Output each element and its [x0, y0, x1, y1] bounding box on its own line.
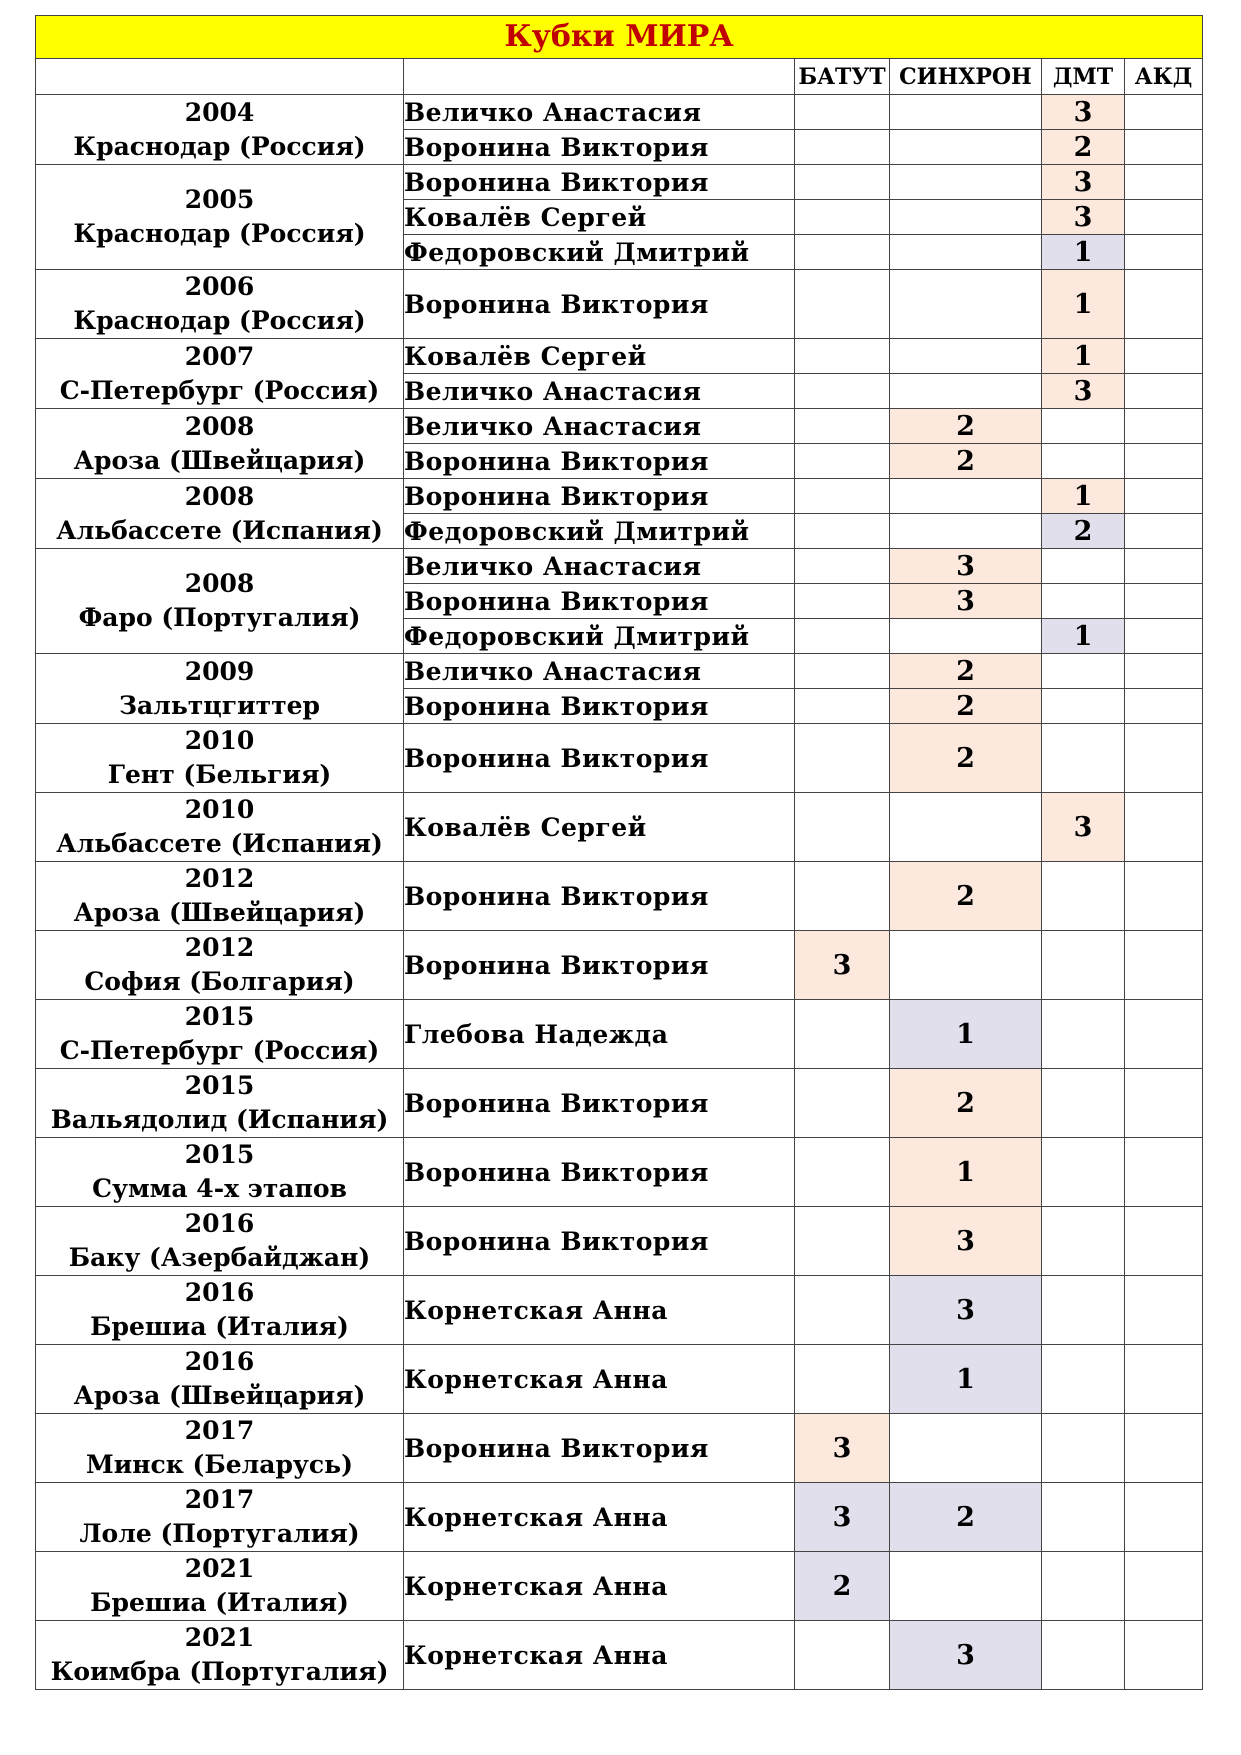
table-row: [36, 1414, 1203, 1483]
event-year: 2010: [184, 726, 255, 755]
dmt-place-cell: [1042, 1069, 1125, 1138]
dmt-place-cell: [1042, 1345, 1125, 1414]
akd-place-cell: [1125, 724, 1203, 793]
akd-place-cell: [1125, 1621, 1203, 1690]
sinkhron-place-cell: 3: [890, 1207, 1042, 1276]
athlete-name: Ковалёв Сергей: [404, 339, 795, 374]
batut-place-cell: [795, 1069, 890, 1138]
batut-place-cell: 3: [795, 1483, 890, 1552]
dmt-place-cell: 1: [1042, 619, 1125, 654]
akd-place-cell: [1125, 235, 1203, 270]
dmt-place-cell: 2: [1042, 130, 1125, 165]
event-place: Ароза (Швейцария): [73, 1381, 366, 1410]
dmt-place-cell: [1042, 1000, 1125, 1069]
event-cell: [36, 793, 404, 862]
athlete-name: Воронина Виктория: [404, 270, 795, 339]
batut-place-cell: [795, 200, 890, 235]
akd-place-cell: [1125, 689, 1203, 724]
batut-place-cell: [795, 724, 890, 793]
table-title: Кубки МИРА: [36, 16, 1203, 59]
sinkhron-place-cell: 3: [890, 1276, 1042, 1345]
athlete-name: Глебова Надежда: [404, 1000, 795, 1069]
dmt-place-cell: [1042, 1207, 1125, 1276]
event-year: 2008: [184, 569, 255, 598]
event-cell: [36, 654, 404, 724]
event-cell: [36, 1483, 404, 1552]
sinkhron-place-cell: [890, 165, 1042, 200]
event-year: 2021: [184, 1623, 255, 1652]
event-place: Краснодар (Россия): [73, 131, 366, 161]
athlete-name: Воронина Виктория: [404, 689, 795, 724]
event-place: Зальтцгиттер: [118, 690, 320, 720]
athlete-name: Величко Анастасия: [404, 654, 795, 689]
event-year: 2005: [184, 185, 255, 214]
athlete-name: Воронина Виктория: [404, 1138, 795, 1207]
batut-place-cell: [795, 549, 890, 584]
dmt-place-cell: 3: [1042, 200, 1125, 235]
dmt-place-cell: 1: [1042, 339, 1125, 374]
sinkhron-place-cell: [890, 339, 1042, 374]
dmt-place-cell: 3: [1042, 165, 1125, 200]
batut-place-cell: 3: [795, 1414, 890, 1483]
akd-place-cell: [1125, 1138, 1203, 1207]
table-row: [36, 479, 1203, 514]
akd-place-cell: [1125, 514, 1203, 549]
akd-place-cell: [1125, 479, 1203, 514]
header-athlete: [404, 59, 795, 95]
dmt-place-cell: [1042, 689, 1125, 724]
batut-place-cell: [795, 1621, 890, 1690]
dmt-place-cell: 3: [1042, 95, 1125, 130]
dmt-place-cell: 2: [1042, 514, 1125, 549]
sinkhron-place-cell: 2: [890, 1069, 1042, 1138]
sinkhron-place-cell: [890, 793, 1042, 862]
dmt-place-cell: [1042, 444, 1125, 479]
table-row: [36, 409, 1203, 444]
dmt-place-cell: 1: [1042, 235, 1125, 270]
akd-place-cell: [1125, 1000, 1203, 1069]
akd-place-cell: [1125, 374, 1203, 409]
akd-place-cell: [1125, 584, 1203, 619]
table-row: [36, 862, 1203, 931]
sinkhron-place-cell: [890, 514, 1042, 549]
dmt-place-cell: 1: [1042, 479, 1125, 514]
event-year: 2007: [184, 341, 255, 371]
event-cell: [36, 1000, 404, 1069]
event-place: София (Болгария): [84, 967, 355, 996]
sinkhron-place-cell: [890, 931, 1042, 1000]
header-batut: БАТУТ: [795, 59, 890, 95]
table-row: [36, 95, 1203, 130]
event-place: Гент (Бельгия): [107, 760, 332, 789]
batut-place-cell: [795, 1276, 890, 1345]
event-place: Ароза (Швейцария): [73, 445, 366, 475]
event-year: 2010: [184, 795, 255, 824]
event-cell: [36, 409, 404, 479]
event-place: Ароза (Швейцария): [73, 898, 366, 927]
batut-place-cell: [795, 584, 890, 619]
batut-place-cell: [795, 1207, 890, 1276]
batut-place-cell: [795, 270, 890, 339]
batut-place-cell: [795, 689, 890, 724]
event-cell: [36, 724, 404, 793]
header-akd: АКД: [1125, 59, 1203, 95]
table-row: [36, 165, 1203, 200]
table-row: [36, 931, 1203, 1000]
event-place: С-Петербург (Россия): [59, 375, 380, 405]
sinkhron-place-cell: 3: [890, 584, 1042, 619]
athlete-name: Воронина Виктория: [404, 479, 795, 514]
sinkhron-place-cell: 2: [890, 689, 1042, 724]
sinkhron-place-cell: 2: [890, 724, 1042, 793]
batut-place-cell: [795, 862, 890, 931]
event-cell: [36, 479, 404, 549]
athlete-name: Воронина Виктория: [404, 1069, 795, 1138]
batut-place-cell: [795, 444, 890, 479]
table-row: [36, 1069, 1203, 1138]
athlete-name: Федоровский Дмитрий: [404, 235, 795, 270]
dmt-place-cell: [1042, 724, 1125, 793]
column-header-row: [36, 59, 1203, 95]
batut-place-cell: [795, 235, 890, 270]
table-row: [36, 724, 1203, 793]
akd-place-cell: [1125, 339, 1203, 374]
event-cell: [36, 1069, 404, 1138]
batut-place-cell: [795, 619, 890, 654]
batut-place-cell: [795, 514, 890, 549]
sinkhron-place-cell: 1: [890, 1138, 1042, 1207]
event-place: Лоле (Португалия): [79, 1519, 360, 1548]
event-year: 2015: [184, 1140, 255, 1169]
athlete-name: Федоровский Дмитрий: [404, 619, 795, 654]
event-place: Коимбра (Португалия): [50, 1657, 389, 1686]
athlete-name: Корнетская Анна: [404, 1483, 795, 1552]
event-place: Брешиа (Италия): [90, 1312, 349, 1341]
batut-place-cell: [795, 479, 890, 514]
table-row: [36, 1345, 1203, 1414]
event-place: Брешиа (Италия): [90, 1588, 349, 1617]
akd-place-cell: [1125, 270, 1203, 339]
athlete-name: Величко Анастасия: [404, 409, 795, 444]
dmt-place-cell: [1042, 931, 1125, 1000]
event-cell: [36, 165, 404, 270]
sinkhron-place-cell: 2: [890, 444, 1042, 479]
akd-place-cell: [1125, 549, 1203, 584]
akd-place-cell: [1125, 1483, 1203, 1552]
dmt-place-cell: [1042, 409, 1125, 444]
event-place: Сумма 4-х этапов: [92, 1174, 347, 1203]
event-cell: [36, 95, 404, 165]
event-place: Фаро (Португалия): [78, 603, 361, 632]
athlete-name: Воронина Виктория: [404, 931, 795, 1000]
sinkhron-place-cell: [890, 95, 1042, 130]
batut-place-cell: [795, 165, 890, 200]
event-cell: [36, 339, 404, 409]
akd-place-cell: [1125, 862, 1203, 931]
dmt-place-cell: 1: [1042, 270, 1125, 339]
event-year: 2016: [184, 1278, 255, 1307]
event-place: Краснодар (Россия): [73, 219, 366, 248]
event-year: 2008: [184, 411, 255, 441]
dmt-place-cell: 3: [1042, 374, 1125, 409]
event-year: 2015: [184, 1002, 255, 1031]
athlete-name: Величко Анастасия: [404, 95, 795, 130]
event-year: 2016: [184, 1347, 255, 1376]
event-year: 2016: [184, 1209, 255, 1238]
athlete-name: Корнетская Анна: [404, 1345, 795, 1414]
akd-place-cell: [1125, 200, 1203, 235]
akd-place-cell: [1125, 793, 1203, 862]
dmt-place-cell: [1042, 1276, 1125, 1345]
dmt-place-cell: [1042, 1621, 1125, 1690]
event-cell: [36, 1207, 404, 1276]
table-row: [36, 1483, 1203, 1552]
sinkhron-place-cell: [890, 1414, 1042, 1483]
event-place: Альбассете (Испания): [56, 829, 383, 858]
athlete-name: Воронина Виктория: [404, 862, 795, 931]
athlete-name: Воронина Виктория: [404, 1207, 795, 1276]
table-row: [36, 1138, 1203, 1207]
sinkhron-place-cell: 2: [890, 654, 1042, 689]
athlete-name: Корнетская Анна: [404, 1276, 795, 1345]
batut-place-cell: [795, 793, 890, 862]
athlete-name: Корнетская Анна: [404, 1552, 795, 1621]
batut-place-cell: [795, 1000, 890, 1069]
athlete-name: Федоровский Дмитрий: [404, 514, 795, 549]
table-row: [36, 654, 1203, 689]
header-sinkhron: СИНХРОН: [890, 59, 1042, 95]
event-year: 2012: [184, 864, 255, 893]
batut-place-cell: [795, 130, 890, 165]
event-place: Альбассете (Испания): [56, 515, 383, 545]
sinkhron-place-cell: 2: [890, 862, 1042, 931]
event-year: 2021: [184, 1554, 255, 1583]
akd-place-cell: [1125, 1552, 1203, 1621]
akd-place-cell: [1125, 444, 1203, 479]
event-year: 2009: [184, 656, 255, 686]
table-row: [36, 1621, 1203, 1690]
batut-place-cell: [795, 1138, 890, 1207]
batut-place-cell: [795, 339, 890, 374]
table-row: [36, 1207, 1203, 1276]
event-cell: [36, 1414, 404, 1483]
table-row: [36, 339, 1203, 374]
batut-place-cell: [795, 409, 890, 444]
event-cell: [36, 270, 404, 339]
batut-place-cell: [795, 95, 890, 130]
sinkhron-place-cell: [890, 130, 1042, 165]
sinkhron-place-cell: [890, 619, 1042, 654]
dmt-place-cell: [1042, 1483, 1125, 1552]
sinkhron-place-cell: 1: [890, 1345, 1042, 1414]
akd-place-cell: [1125, 1207, 1203, 1276]
table-row: [36, 1552, 1203, 1621]
sinkhron-place-cell: [890, 1552, 1042, 1621]
event-cell: [36, 1276, 404, 1345]
athlete-name: Величко Анастасия: [404, 549, 795, 584]
akd-place-cell: [1125, 654, 1203, 689]
batut-place-cell: [795, 654, 890, 689]
akd-place-cell: [1125, 1345, 1203, 1414]
batut-place-cell: [795, 1345, 890, 1414]
sinkhron-place-cell: 2: [890, 1483, 1042, 1552]
event-cell: [36, 862, 404, 931]
event-cell: [36, 1552, 404, 1621]
sinkhron-place-cell: 3: [890, 549, 1042, 584]
event-cell: [36, 549, 404, 654]
athlete-name: Корнетская Анна: [404, 1621, 795, 1690]
akd-place-cell: [1125, 165, 1203, 200]
dmt-place-cell: [1042, 1138, 1125, 1207]
akd-place-cell: [1125, 619, 1203, 654]
athlete-name: Воронина Виктория: [404, 444, 795, 479]
event-place: Баку (Азербайджан): [68, 1243, 371, 1272]
sinkhron-place-cell: [890, 479, 1042, 514]
batut-place-cell: [795, 374, 890, 409]
akd-place-cell: [1125, 1069, 1203, 1138]
batut-place-cell: 2: [795, 1552, 890, 1621]
dmt-place-cell: [1042, 1414, 1125, 1483]
athlete-name: Воронина Виктория: [404, 130, 795, 165]
table-row: [36, 1000, 1203, 1069]
event-year: 2012: [184, 933, 255, 962]
event-year: 2004: [184, 97, 255, 127]
table-row: [36, 793, 1203, 862]
event-place: Минск (Беларусь): [86, 1450, 353, 1479]
table-row: [36, 270, 1203, 339]
dmt-place-cell: [1042, 549, 1125, 584]
header-event: [36, 59, 404, 95]
dmt-place-cell: [1042, 862, 1125, 931]
athlete-name: Воронина Виктория: [404, 1414, 795, 1483]
athlete-name: Ковалёв Сергей: [404, 200, 795, 235]
akd-place-cell: [1125, 95, 1203, 130]
akd-place-cell: [1125, 1414, 1203, 1483]
sinkhron-place-cell: 2: [890, 409, 1042, 444]
event-year: 2006: [184, 272, 255, 301]
header-dmt: ДМТ: [1042, 59, 1125, 95]
athlete-name: Воронина Виктория: [404, 584, 795, 619]
akd-place-cell: [1125, 130, 1203, 165]
athlete-name: Воронина Виктория: [404, 724, 795, 793]
event-year: 2017: [184, 1485, 255, 1514]
table-row: [36, 1276, 1203, 1345]
athlete-name: Величко Анастасия: [404, 374, 795, 409]
athlete-name: Ковалёв Сергей: [404, 793, 795, 862]
event-cell: [36, 1621, 404, 1690]
akd-place-cell: [1125, 1276, 1203, 1345]
event-year: 2008: [184, 481, 255, 511]
event-cell: [36, 931, 404, 1000]
results-table: [35, 15, 1203, 1690]
dmt-place-cell: [1042, 1552, 1125, 1621]
dmt-place-cell: 3: [1042, 793, 1125, 862]
event-year: 2015: [184, 1071, 255, 1100]
event-place: Вальядолид (Испания): [50, 1105, 389, 1134]
sinkhron-place-cell: [890, 374, 1042, 409]
event-year: 2017: [184, 1416, 255, 1445]
event-cell: [36, 1345, 404, 1414]
sinkhron-place-cell: 3: [890, 1621, 1042, 1690]
dmt-place-cell: [1042, 654, 1125, 689]
sinkhron-place-cell: [890, 270, 1042, 339]
akd-place-cell: [1125, 409, 1203, 444]
akd-place-cell: [1125, 931, 1203, 1000]
event-place: С-Петербург (Россия): [59, 1036, 380, 1065]
sinkhron-place-cell: [890, 235, 1042, 270]
table-row: [36, 549, 1203, 584]
athlete-name: Воронина Виктория: [404, 165, 795, 200]
event-cell: [36, 1138, 404, 1207]
event-place: Краснодар (Россия): [73, 306, 366, 335]
batut-place-cell: 3: [795, 931, 890, 1000]
dmt-place-cell: [1042, 584, 1125, 619]
sinkhron-place-cell: [890, 200, 1042, 235]
sinkhron-place-cell: 1: [890, 1000, 1042, 1069]
